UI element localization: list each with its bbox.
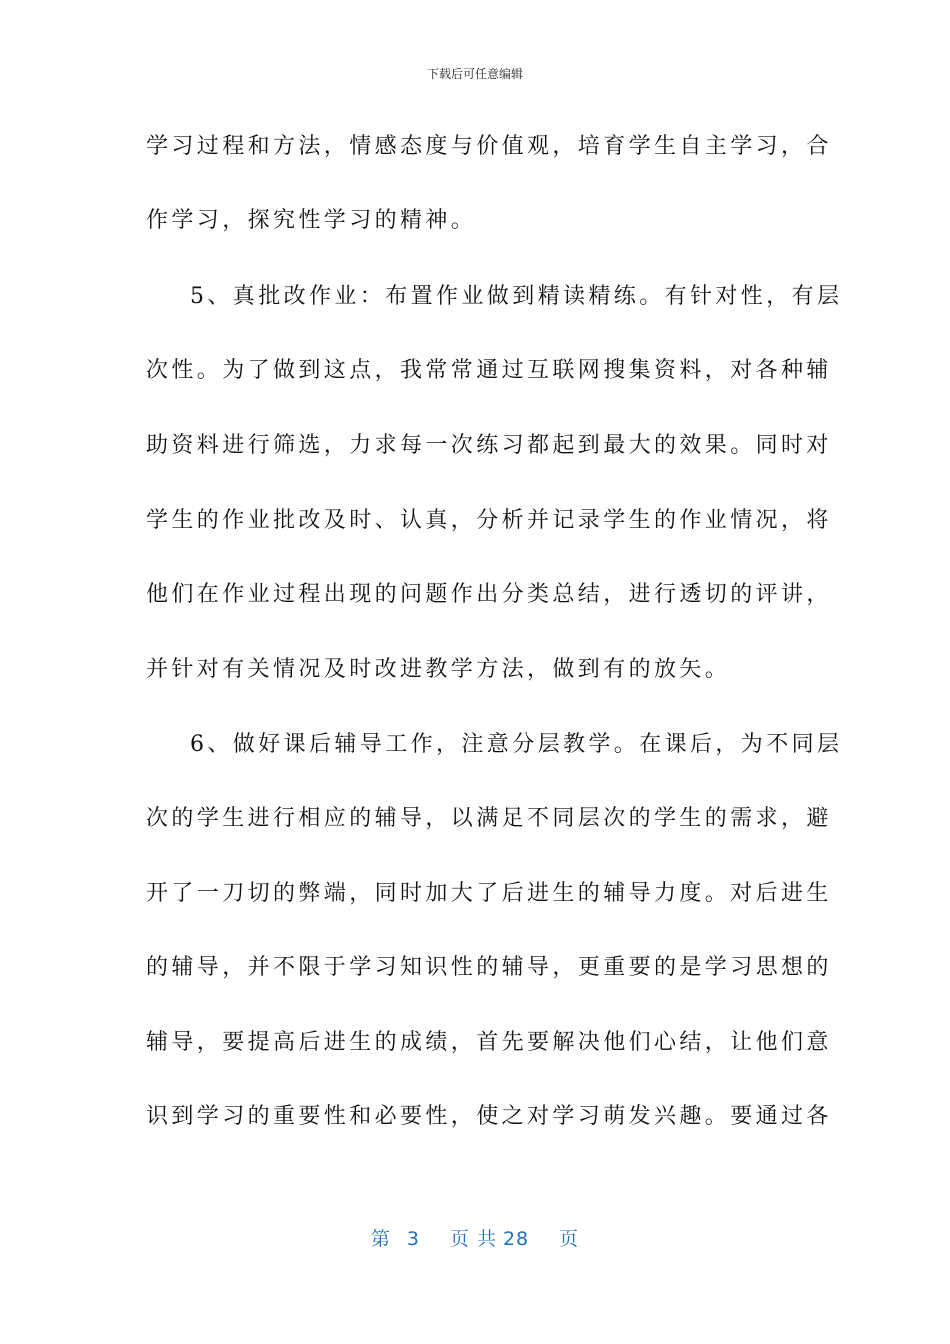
total-pages: 28 xyxy=(502,1228,530,1250)
body-line: 的辅导，并不限于学习知识性的辅导，更重要的是学习思想的 xyxy=(146,955,832,980)
page-header: 下载后可任意编辑 xyxy=(426,67,523,81)
body-line: 次的学生进行相应的辅导，以满足不同层次的学生的需求，避 xyxy=(146,806,832,831)
body-line: 开了一刀切的弊端，同时加大了后进生的辅导力度。对后进生 xyxy=(146,881,832,906)
body-line: 5、真批改作业：布置作业做到精读精练。有针对性，有层 xyxy=(190,284,843,309)
body-line: 他们在作业过程出现的问题作出分类总结，进行透切的评讲， xyxy=(146,582,832,607)
footer-prefix: 第 xyxy=(370,1228,391,1250)
body-line: 辅导，要提高后进生的成绩，首先要解决他们心结，让他们意 xyxy=(146,1030,832,1055)
footer-suffix: 页 xyxy=(559,1228,580,1250)
body-line: 助资料进行筛选，力求每一次练习都起到最大的效果。同时对 xyxy=(146,433,832,458)
body-line: 识到学习的重要性和必要性，使之对学习萌发兴趣。要通过各 xyxy=(146,1104,832,1129)
body-line: 6、做好课后辅导工作，注意分层教学。在课后，为不同层 xyxy=(190,732,843,757)
footer-middle: 页 共 xyxy=(449,1228,497,1250)
body-line: 次性。为了做到这点，我常常通过互联网搜集资料，对各种辅 xyxy=(146,358,832,383)
page-footer xyxy=(0,1226,950,1252)
body-line: 学生的作业批改及时、认真，分析并记录学生的作业情况，将 xyxy=(146,508,832,533)
body-line: 学习过程和方法，情感态度与价值观，培育学生自主学习，合 xyxy=(146,134,832,159)
body-line: 并针对有关情况及时改进教学方法，做到有的放矢。 xyxy=(146,657,731,682)
current-page-number: 3 xyxy=(406,1228,420,1250)
body-line: 作学习，探究性学习的精神。 xyxy=(146,208,477,233)
